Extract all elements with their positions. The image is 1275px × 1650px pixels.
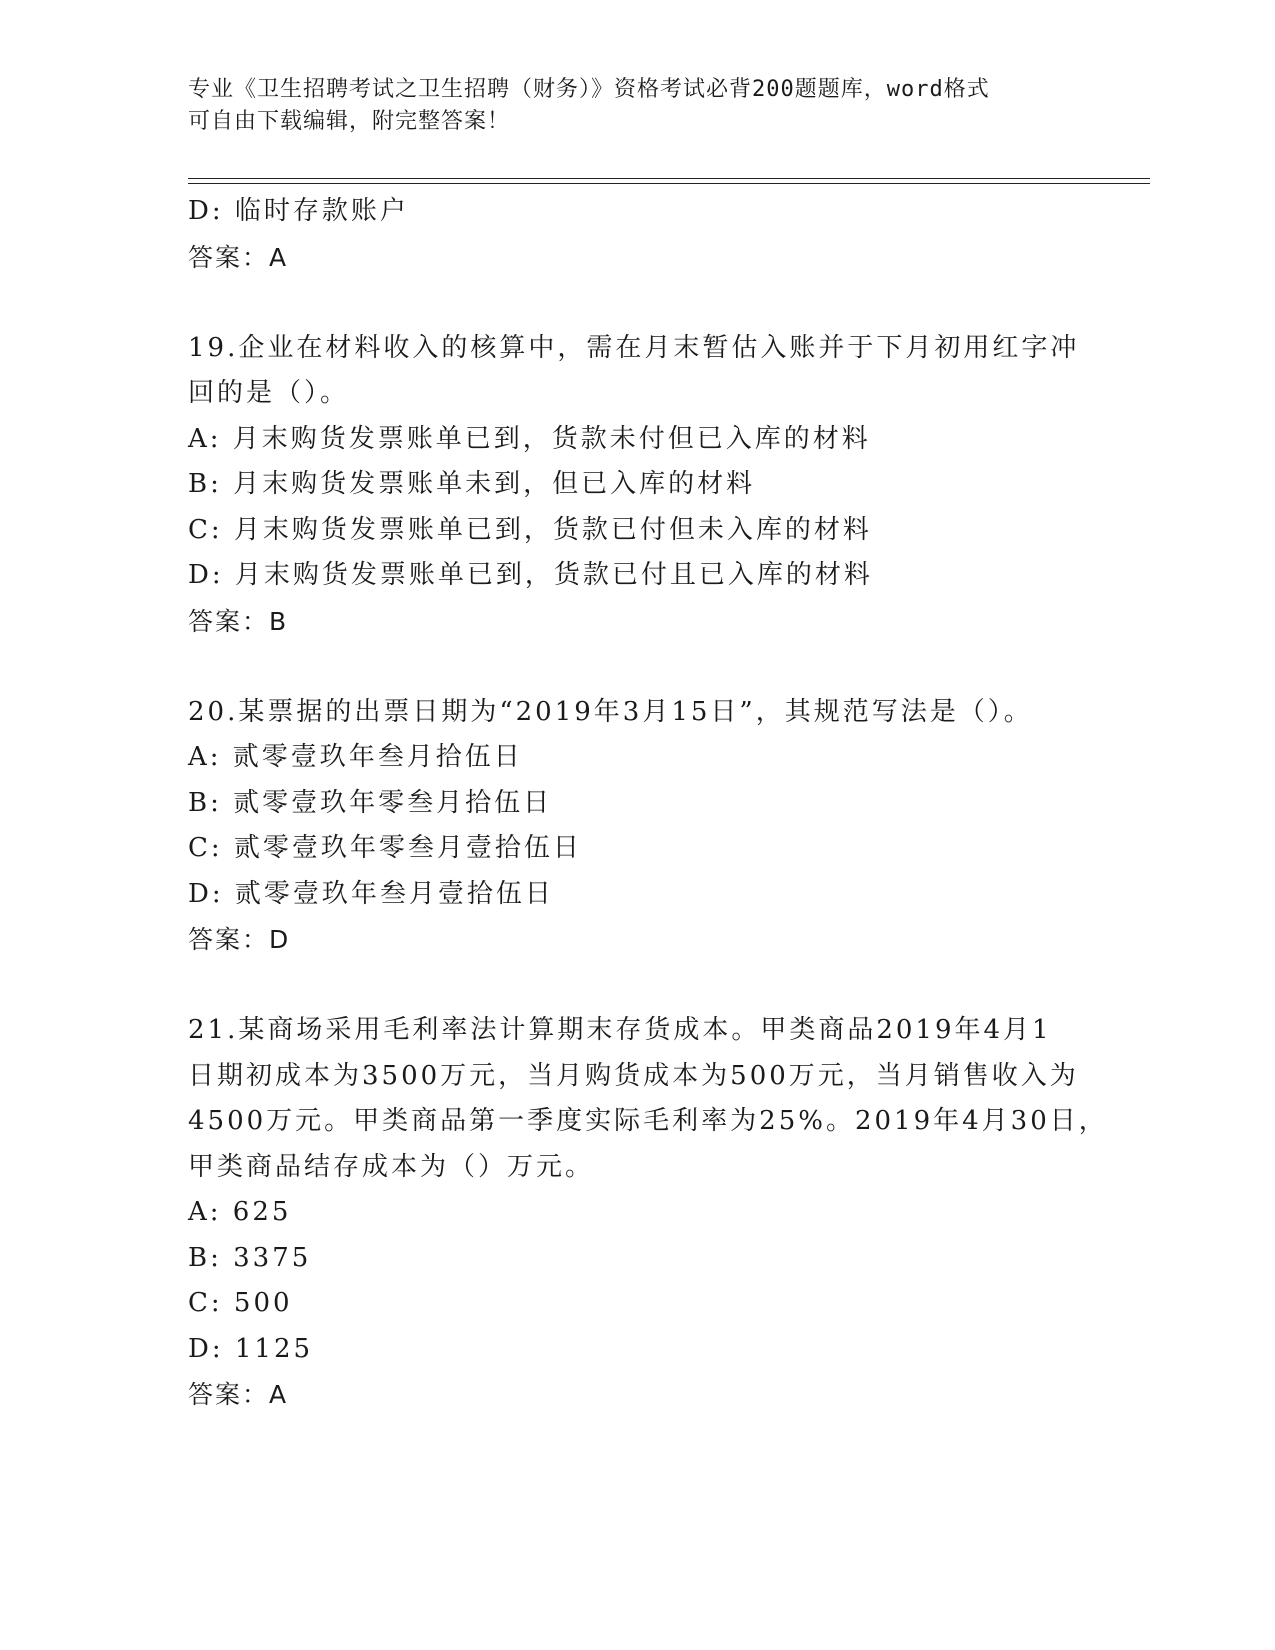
question-content [188, 189, 1108, 1418]
option-a: A: 月末购货发票账单已到，货款未付但已入库的材料 [188, 423, 871, 454]
header-divider-top [188, 178, 1150, 179]
question-stem-continued: 甲类商品结存成本为（）万元。 [188, 1151, 595, 1182]
question-19 [188, 326, 1088, 645]
spacer [188, 644, 1088, 690]
option-d: D: 1125 [188, 1333, 314, 1364]
option-a: A: 625 [188, 1197, 292, 1227]
question-stem: 19.企业在材料收入的核算中，需在月末暂估入账并于下月初用红字冲 [188, 332, 1080, 363]
answer-line: 答案：A [188, 1380, 289, 1409]
header-line-2: 可自由下载编辑，附完整答案！ [188, 109, 511, 134]
answer-line: 答案：D [188, 925, 291, 954]
option-b: B: 3375 [188, 1242, 312, 1273]
option-b: B: 月末购货发票账单未到，但已入库的材料 [188, 469, 756, 499]
option-d: D: 月末购货发票账单已到，货款已付且已入库的材料 [188, 560, 873, 590]
question-stem: 21.某商场采用毛利率法计算期末存货成本。甲类商品2019年4月1 [188, 1015, 1052, 1045]
question-21 [188, 1008, 1108, 1418]
spacer [188, 280, 1088, 326]
answer-line: 答案：A [188, 242, 289, 272]
option-a: A: 贰零壹玖年叁月拾伍日 [188, 742, 523, 772]
question-stem-continued: 回的是（）。 [188, 378, 350, 408]
header-divider-bottom [188, 183, 1150, 184]
question-stem: 20.某票据的出票日期为“2019年3月15日”，其规范写法是（）。 [188, 696, 1033, 727]
header-line-1: 专业《卫生招聘考试之卫生招聘（财务）》资格考试必背200题题库，word格式 [188, 77, 990, 102]
option-c: C: 贰零壹玖年零叁月壹拾伍日 [188, 833, 582, 863]
spacer [188, 963, 1088, 1009]
answer-line: 答案：B [188, 606, 289, 636]
question-stem-continued: 日期初成本为3500万元，当月购货成本为500万元，当月销售收入为 [188, 1060, 1079, 1091]
question-20 [188, 690, 1088, 963]
option-d: D: 贰零壹玖年叁月壹拾伍日 [188, 878, 554, 909]
question-stem-continued: 4500万元。甲类商品第一季度实际毛利率为25%。2019年4月30日， [188, 1106, 1108, 1136]
option-c: C: 500 [188, 1288, 293, 1318]
option-b: B: 贰零壹玖年零叁月拾伍日 [188, 787, 553, 818]
question-18-tail [188, 189, 1088, 280]
option-c: C: 月末购货发票账单已到，货款已付但未入库的材料 [188, 514, 872, 545]
option-d: D: 临时存款账户 [188, 196, 409, 226]
document-header [188, 74, 1088, 138]
